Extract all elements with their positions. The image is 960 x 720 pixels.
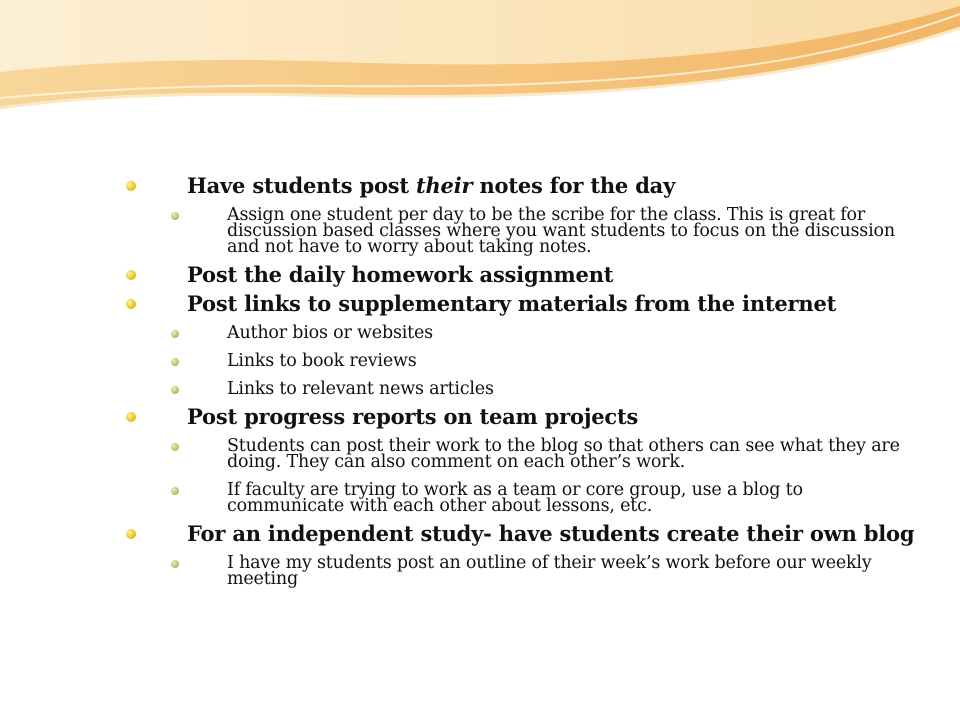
sub-item-text: Links to relevant news articles [227,379,494,399]
sub-item-text: Author bios or websites [227,323,433,343]
sub-item-text: I have my students post an outline of their week’s work before our weekly meeting [227,553,872,589]
sub-bullet-icon [171,386,179,394]
item-text: Post links to supplementary materials from the internet [187,291,837,316]
bullet-icon [126,529,136,539]
sub-item-text: Links to book reviews [227,351,417,371]
bullet-list [120,175,920,596]
item-text: Post the daily homework assignment [187,262,614,287]
sub-list-item [120,378,920,397]
sub-bullet-icon [171,487,179,495]
bullet-icon [126,270,136,280]
sub-bullet-icon [171,212,179,220]
bullet-icon [126,299,136,309]
sub-list-item [120,479,920,514]
sub-bullet-icon [171,330,179,338]
list-item [120,406,920,428]
sub-list-item [120,322,920,341]
item-text: Post progress reports on team projects [187,404,639,429]
list-item [120,264,920,286]
item-text-start: Have students post [187,173,416,198]
sub-item-text: Students can post their work to the blog so that others can see what they are doing. They can also comment on each other’s work. [227,436,900,472]
item-text-emphasis: their [415,173,473,198]
sub-list-item [120,552,920,587]
item-text: For an independent study- have students create their own blog [187,521,915,546]
sub-bullet-icon [171,443,179,451]
sub-item-text: Assign one student per day to be the scribe for the class. This is great for discussion based classes where you want students to focus on the discussion and not have to worry about taking notes. [227,205,895,257]
list-item [120,175,920,197]
item-text-end: notes for the day [472,173,676,198]
sub-list-item [120,350,920,369]
bullet-icon [126,412,136,422]
sub-item-text: If faculty are trying to work as a team or core group, use a blog to communicate with each other about lessons, etc. [227,480,803,516]
list-item [120,523,920,545]
sub-bullet-icon [171,560,179,568]
sub-list-item [120,435,920,470]
bullet-icon [126,181,136,191]
list-item [120,293,920,315]
decorative-header-swoosh [0,0,960,130]
sub-bullet-icon [171,358,179,366]
sub-list-item [120,204,920,255]
